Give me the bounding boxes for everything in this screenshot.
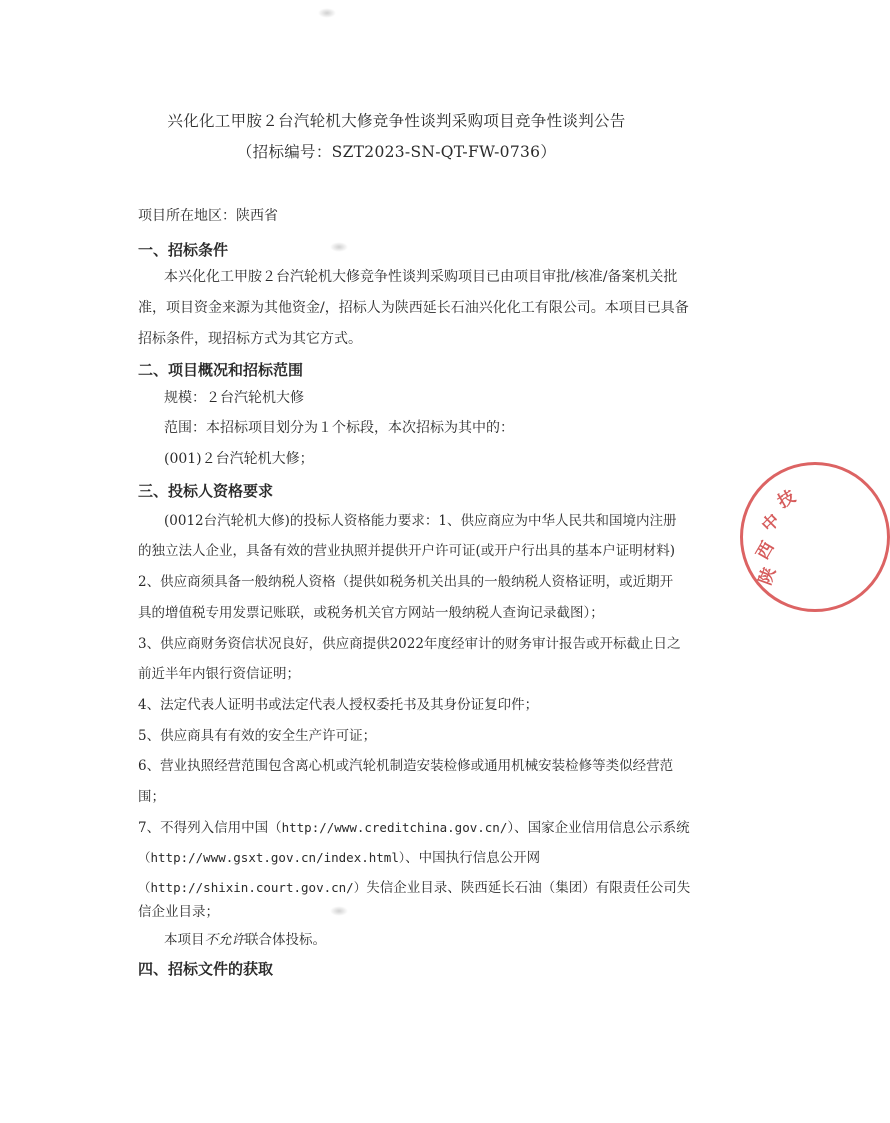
item7-text: ）、国家企业信用信息公示系统 [507,820,690,836]
paragraph-line: 前近半年内银行资信证明； [138,666,300,682]
seal-char: 陕 [755,564,781,588]
gsxt-link[interactable]: （http://www.gsxt.gov.cn/index.html） [138,850,406,865]
section-heading-qualifications: 三、投标人资格要求 [138,482,274,500]
project-lot: (001)２台汽轮机大修； [164,451,314,467]
paragraph-line: 招标条件，现招标方式为其它方式。 [138,331,362,347]
item7-text: 7、不得列入信用中国（ [138,820,282,836]
item7-text: 、中国执行信息公开网 [405,850,541,866]
item7-line2 [138,852,540,866]
paragraph-line: 5、供应商具有有效的安全生产许可证； [138,728,377,744]
scan-smudge [330,242,348,252]
consortium-not-allowed: 不允许 [204,932,245,948]
paragraph-line: 具的增值税专用发票记账联，或税务机关官方网站一般纳税人查询记录截图）； [138,605,604,621]
paragraph-line: 6、营业执照经营范围包含离心机或汽轮机制造安装检修或通用机械安装检修等类似经营范 [138,758,674,774]
item7-line1 [138,822,690,836]
scan-smudge [330,906,348,916]
seal-char: 中 [758,510,785,537]
paragraph-line: 4、法定代表人证明书或法定代表人授权委托书及其身份证复印件； [138,697,539,713]
scan-smudge [318,8,336,18]
item7-line3 [138,882,690,896]
company-seal [740,462,890,612]
project-scope: 范围：本招标项目划分为１个标段，本次招标为其中的： [164,420,514,436]
seal-char: 技 [774,486,800,513]
paragraph-line: 信企业目录； [138,904,219,920]
item7-text: 失信企业目录、陕西延长石油（集团）有限责任公司失 [366,880,691,896]
section-heading-documents: 四、招标文件的获取 [138,960,274,978]
paragraph-line: 围； [138,789,165,805]
paragraph-line: 2、供应商须具备一般纳税人资格（提供如税务机关出具的一般纳税人资格证明，或近期开 [138,574,674,590]
section-heading-overview: 二、项目概况和招标范围 [138,361,304,379]
paragraph-line: 的独立法人企业，具备有效的营业执照并提供开户许可证(或开户行出具的基本户证明材料) [138,543,676,559]
project-scale: 规模：２台汽轮机大修 [164,390,304,406]
creditchina-link[interactable]: http://www.creditchina.gov.cn/ [281,820,508,835]
section-heading-conditions: 一、招标条件 [138,241,229,259]
seal-char: 西 [752,538,779,564]
document-title: 兴化化工甲胺２台汽轮机大修竞争性谈判采购项目竞争性谈判公告 [167,112,626,130]
bid-number: （招标编号：SZT2023-SN-QT-FW-0736） [236,143,557,161]
consortium-text: 本项目 [164,932,205,948]
consortium-text: 联合体投标。 [245,932,326,948]
paragraph-line: 本兴化化工甲胺２台汽轮机大修竞争性谈判采购项目已由项目审批/核准/备案机关批 [164,269,678,285]
paragraph-line: (0012台汽轮机大修)的投标人资格能力要求：1、供应商应为中华人民共和国境内注册 [164,513,677,529]
shixin-link[interactable]: （http://shixin.court.gov.cn/） [138,880,367,895]
consortium-note [164,934,326,948]
paragraph-line: 3、供应商财务资信状况良好，供应商提供2022年度经审计的财务审计报告或开标截止日之 [138,636,681,652]
project-region: 项目所在地区：陕西省 [138,208,278,224]
paragraph-line: 准，项目资金来源为其他资金/，招标人为陕西延长石油兴化化工有限公司。本项目已具备 [138,300,689,316]
